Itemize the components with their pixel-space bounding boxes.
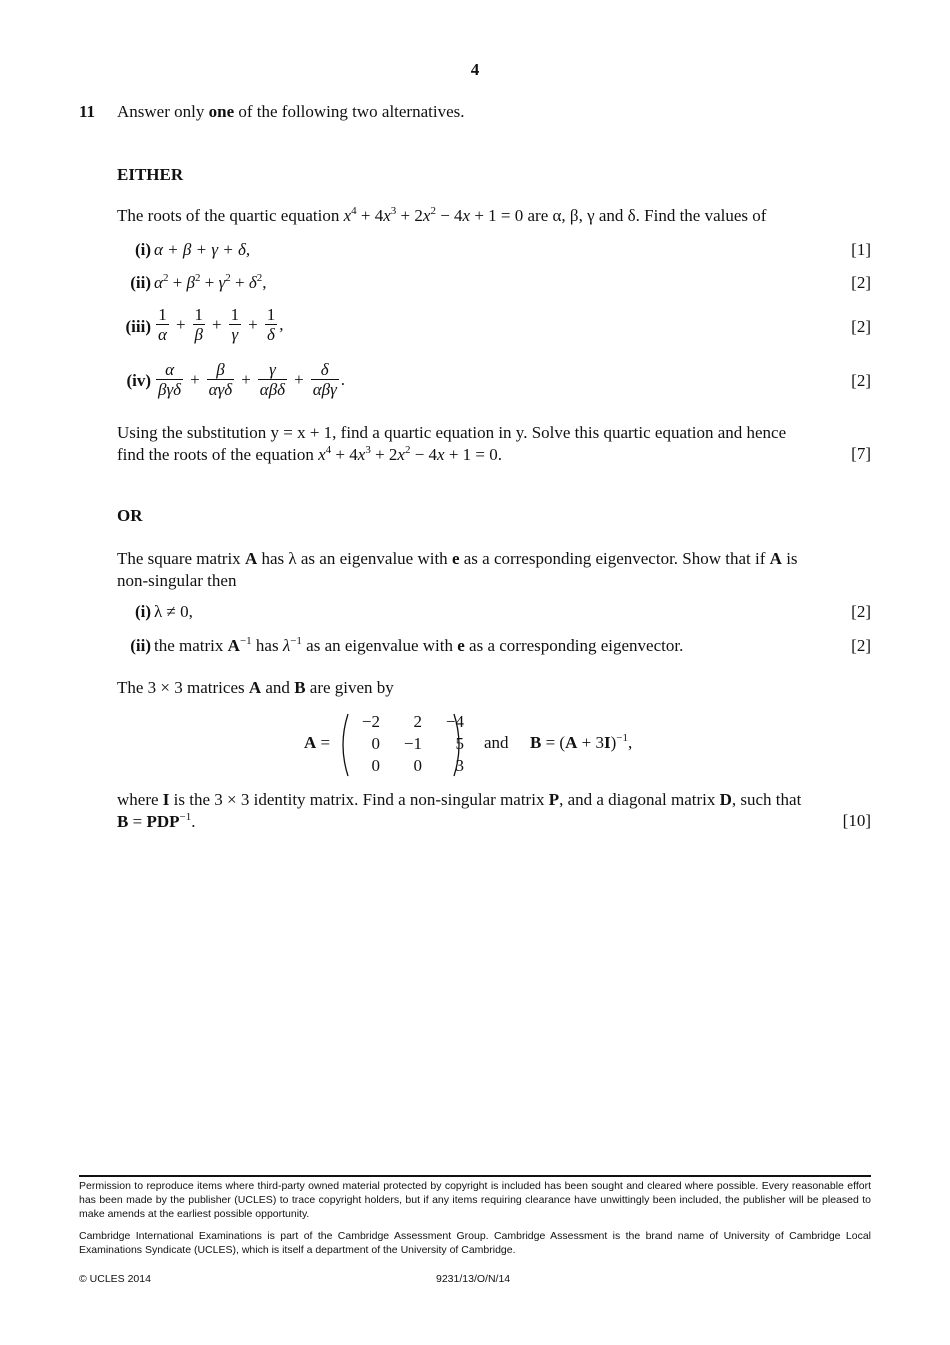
or-intro: The square matrix A has λ as an eigenvalue with e as a corresponding eigenvector. Show that if A is non-singular then	[117, 549, 798, 590]
footer-permission: Permission to reproduce items where third-party owned material protected by copyright is included has been sought and cleared where possible. Every reasonable effort has been made by the publisher (UCLES) to trace copyright holders, but if any items requiring clearance have unwittingly been included, the publisher will be pleased to make amends at the earliest possible opportunity.	[79, 1180, 871, 1220]
footer-divider	[79, 1175, 871, 1177]
matrix-cell: 0	[413, 756, 422, 775]
or-final-line2: $B = PDP^{-1}$.	[117, 811, 196, 831]
either-part-ii-expression: $\alpha^2 + \beta^2 + \gamma^2 + \delta^2$,	[154, 272, 267, 292]
matrix-cell: −1	[403, 734, 422, 753]
matrix-cell: 3	[455, 756, 464, 775]
matrix-cell: 0	[371, 734, 380, 753]
either-part-iv-expression: $\frac{\alpha}{\text{βγδ}}$ + $\frac{\beta}{\text{αγδ}}$ + $\frac{\gamma}{\text{αβδ}}$ + $\frac{\delta}{\text{αβγ}}$ .	[158, 360, 346, 399]
quartic-equation: $x^4 + 4x^3 + 2x^2 - 4x + 1 = 0$	[343, 205, 524, 225]
or-part-ii-label: (ii)	[130, 636, 151, 655]
either-intro: The roots of the quartic equation $x^4 + 4x^3 + 2x^2 - 4x + 1 = 0$ are α, β, γ and δ. Find the values of	[117, 205, 767, 225]
either-part-iii-label: (iii)	[125, 317, 151, 336]
matrix-A-label: A =	[304, 733, 331, 752]
or-part-i-label: (i)	[134, 602, 151, 621]
or-part-ii-text: the matrix $A^{-1}$ has $\lambda^{-1}$ as an eigenvalue with e as a corresponding eigenvector.	[154, 635, 684, 655]
either-part-ii-label: (ii)	[130, 273, 151, 292]
matrix-cell: 0	[371, 756, 380, 775]
or-heading: OR	[117, 506, 143, 525]
either-substitution-mark: [7]	[851, 444, 871, 463]
footer-cambridge: Cambridge International Examinations is part of the Cambridge Assessment Group. Cambridge Assessment is the brand name of University of Cambridge Local Examinations Syndicate (UCLES), which is itself a department of the University of Cambridge.	[79, 1230, 871, 1256]
either-part-ii-mark: [2]	[851, 273, 871, 292]
either-part-iii-mark: [2]	[851, 317, 871, 336]
matrix-row	[340, 755, 466, 777]
matrix-cell: −4	[445, 712, 464, 731]
or-matrices-intro: The 3 × 3 matrices A and B are given by	[117, 678, 394, 697]
matrix-B-definition: $B = (A + 3I)^{-1}$,	[530, 732, 633, 752]
either-part-iv-mark: [2]	[851, 371, 871, 390]
matrix-cell: −2	[361, 712, 380, 731]
either-heading: EITHER	[117, 165, 184, 184]
question-number: 11	[79, 102, 96, 121]
matrix-cell: 2	[413, 712, 422, 731]
matrix-cell: 5	[455, 734, 464, 753]
footer-paper-code: 9231/13/O/N/14	[436, 1273, 511, 1285]
either-substitution-line2: find the roots of the equation $x^4 + 4x^3 + 2x^2 - 4x + 1 = 0$.	[117, 444, 503, 464]
or-part-i-expression: λ ≠ 0,	[154, 602, 193, 621]
either-part-i-mark: [1]	[851, 240, 871, 259]
matrix-row	[340, 733, 466, 755]
page-number: 4	[470, 60, 480, 79]
either-part-iv-label: (iv)	[126, 371, 151, 390]
or-part-i-mark: [2]	[851, 602, 871, 621]
matrix-right-bracket	[452, 712, 466, 778]
or-final-mark: [10]	[842, 811, 871, 830]
either-part-i-label: (i)	[134, 240, 151, 259]
either-substitution-line1: Using the substitution y = x + 1, find a quartic equation in y. Solve this quartic equation and hence	[117, 423, 787, 442]
or-part-ii-mark: [2]	[851, 636, 871, 655]
or-final-line1: where I is the 3 × 3 identity matrix. Find a non-singular matrix P, and a diagonal matrix D, such that	[117, 790, 802, 809]
matrix-A	[340, 711, 466, 777]
matrix-row	[340, 711, 466, 733]
question-intro: Answer only one of the following two alternatives.	[117, 102, 465, 121]
matrix-and: and	[484, 733, 509, 752]
either-part-iii-expression: $\frac{1}{\alpha}$ + $\frac{1}{\beta}$ + $\frac{1}{\gamma}$ + $\frac{1}{\delta}$ ,	[158, 305, 284, 344]
either-part-i-expression: α + β + γ + δ,	[154, 240, 251, 259]
footer-copyright: © UCLES 2014	[79, 1273, 151, 1285]
